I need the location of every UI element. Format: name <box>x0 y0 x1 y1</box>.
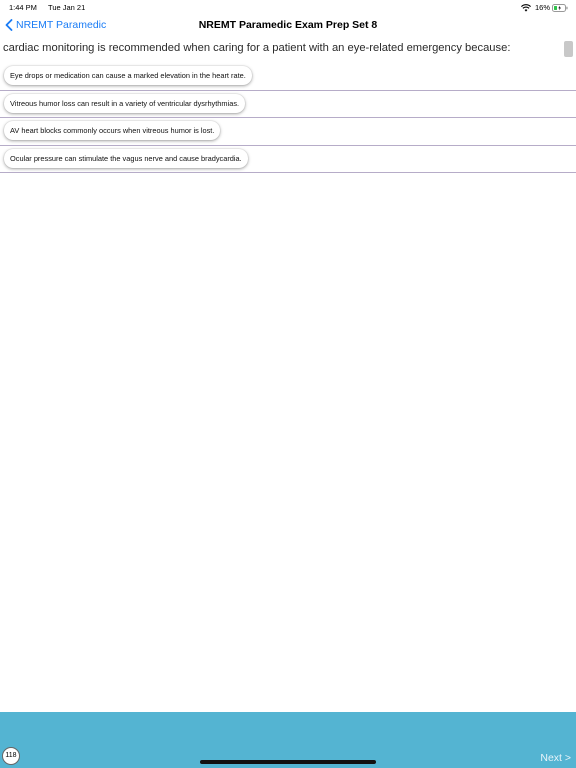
answer-option-3[interactable]: AV heart blocks commonly occurs when vitreous humor is lost. <box>4 121 220 140</box>
answer-option-2[interactable]: Vitreous humor loss can result in a variety of ventricular dysrhythmias. <box>4 94 245 113</box>
answer-row <box>0 91 576 119</box>
home-indicator <box>200 760 376 764</box>
back-button-label: NREMT Paramedic <box>16 19 107 31</box>
page-title: NREMT Paramedic Exam Prep Set 8 <box>198 19 378 31</box>
status-time: 1:44 PM <box>9 3 37 12</box>
answer-row <box>0 146 576 174</box>
answer-option-1[interactable]: Eye drops or medication can cause a marked elevation in the heart rate. <box>4 66 252 85</box>
answer-row <box>0 118 576 146</box>
status-date: Tue Jan 21 <box>48 3 86 12</box>
scrollbar-thumb[interactable] <box>564 41 573 57</box>
next-button[interactable]: Next > <box>540 752 571 764</box>
answer-row <box>0 63 576 91</box>
nav-bar <box>0 14 576 38</box>
back-button[interactable] <box>5 19 106 31</box>
status-bar <box>0 0 576 14</box>
status-left <box>9 3 85 12</box>
battery-icon <box>552 4 568 12</box>
bottom-bar <box>0 712 576 768</box>
question-text: cardiac monitoring is recommended when caring for a patient with an eye-related emergency because: <box>3 42 511 54</box>
wifi-icon <box>521 4 531 12</box>
battery-percent: 16% <box>534 3 550 12</box>
status-right <box>521 3 568 12</box>
chevron-left-icon <box>5 19 13 31</box>
answer-list <box>0 63 576 173</box>
answer-option-4[interactable]: Ocular pressure can stimulate the vagus nerve and cause bradycardia. <box>4 149 248 168</box>
question-counter-badge: 118 <box>2 747 20 765</box>
